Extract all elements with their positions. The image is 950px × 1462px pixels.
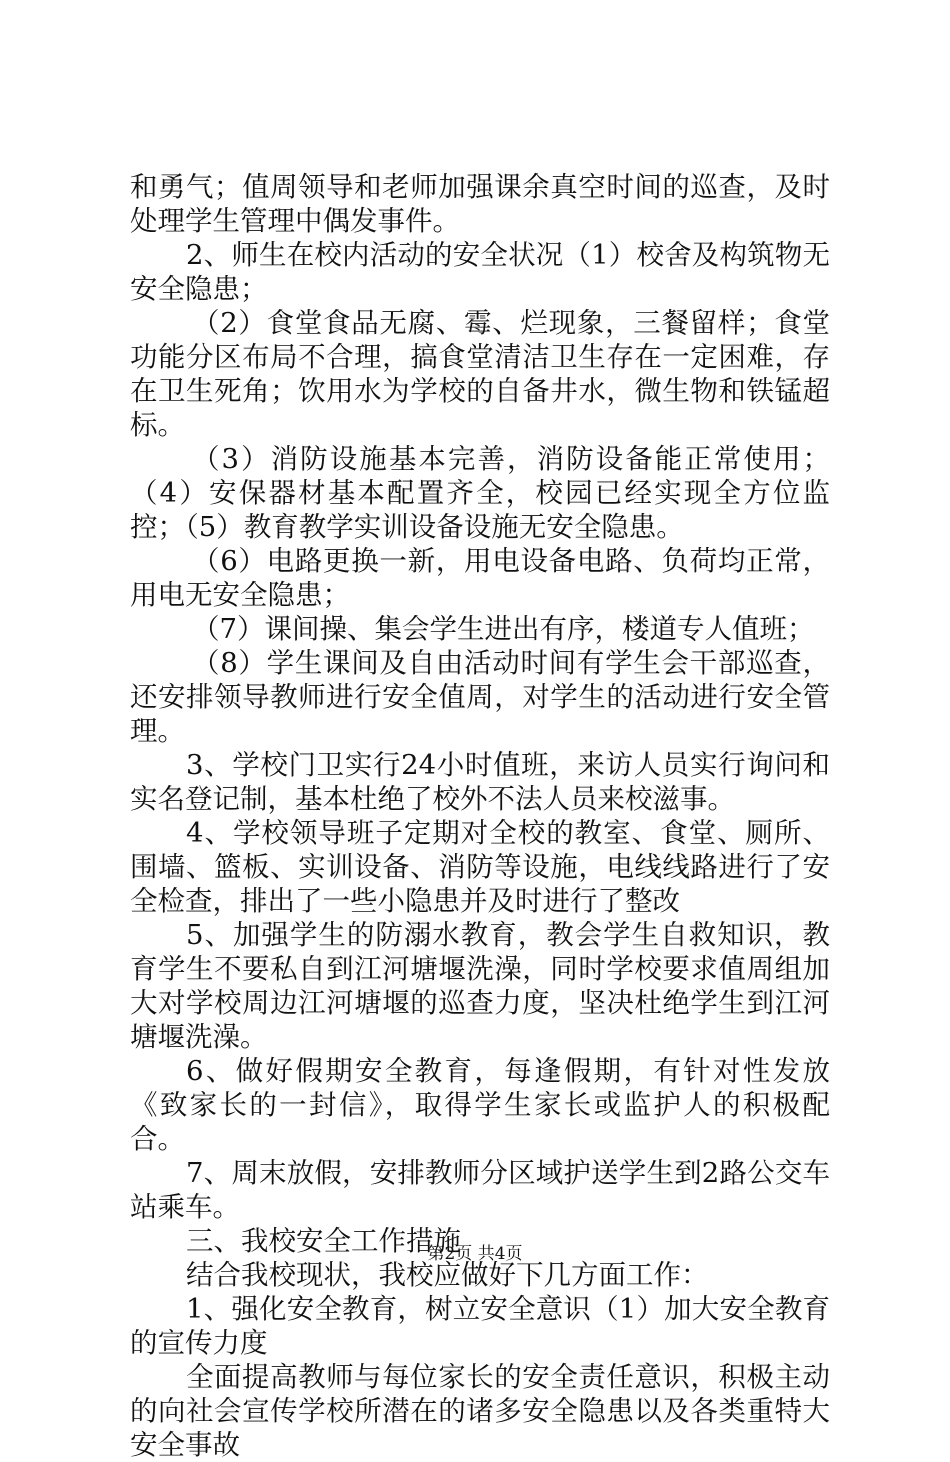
paragraph-3: （2）食堂食品无腐、霉、烂现象，三餐留样；食堂功能分区布局不合理，搞食堂清洁卫生存在一定困难，存在卫生死角；饮用水为学校的自备井水，微生物和铁锰超标。 — [130, 307, 830, 441]
paragraph-4: （3）消防设施基本完善，消防设备能正常使用；（4）安保器材基本配置齐全，校园已经实现全方位监控；（5）教育教学实训设备设施无安全隐患。 — [130, 443, 830, 543]
paragraph-7: （8）学生课间及自由活动时间有学生会干部巡查，还安排领导教师进行安全值周，对学生的活动进行安全管理。 — [130, 647, 830, 747]
section-heading: 三、我校安全工作措施 — [186, 1225, 461, 1257]
paragraph-9: 4、学校领导班子定期对全校的教室、食堂、厕所、围墙、篮板、实训设备、消防等设施，电线线路进行了安全检查，排出了一些小隐患并及时进行了整改 — [130, 817, 830, 917]
paragraph-16: 全面提高教师与每位家长的安全责任意识，积极主动的向社会宣传学校所潜在的诸多安全隐患以及各类重特大安全事故 — [130, 1361, 830, 1461]
paragraph-5: （6）电路更换一新，用电设备电路、负荷均正常，用电无安全隐患； — [130, 545, 830, 611]
paragraph-2: 2、师生在校内活动的安全状况（1）校舍及构筑物无安全隐患； — [130, 239, 830, 305]
document-body — [130, 170, 830, 1462]
paragraph-1: 和勇气；值周领导和老师加强课余真空时间的巡查，及时处理学生管理中偶发事件。 — [130, 171, 830, 237]
page-number-footer: 第2页 共4页 — [427, 1244, 523, 1264]
paragraph-14: 结合我校现状，我校应做好下几方面工作： — [186, 1259, 709, 1291]
paragraph-11: 6、做好假期安全教育，每逢假期，有针对性发放《致家长的一封信》，取得学生家长或监护人的积极配合。 — [130, 1055, 830, 1155]
paragraph-15: 1、强化安全教育，树立安全意识（1）加大安全教育的宣传力度 — [130, 1293, 830, 1359]
paragraph-10: 5、加强学生的防溺水教育，教会学生自救知识，教育学生不要私自到江河塘堰洗澡，同时学校要求值周组加大对学校周边江河塘堰的巡查力度，坚决杜绝学生到江河塘堰洗澡。 — [130, 919, 830, 1053]
paragraph-8: 3、学校门卫实行24小时值班，来访人员实行询问和实名登记制，基本杜绝了校外不法人员来校滋事。 — [130, 749, 830, 815]
paragraph-12: 7、周末放假，安排教师分区域护送学生到2路公交车站乘车。 — [130, 1157, 830, 1223]
paragraph-6: （7）课间操、集会学生进出有序，楼道专人值班； — [192, 613, 815, 645]
